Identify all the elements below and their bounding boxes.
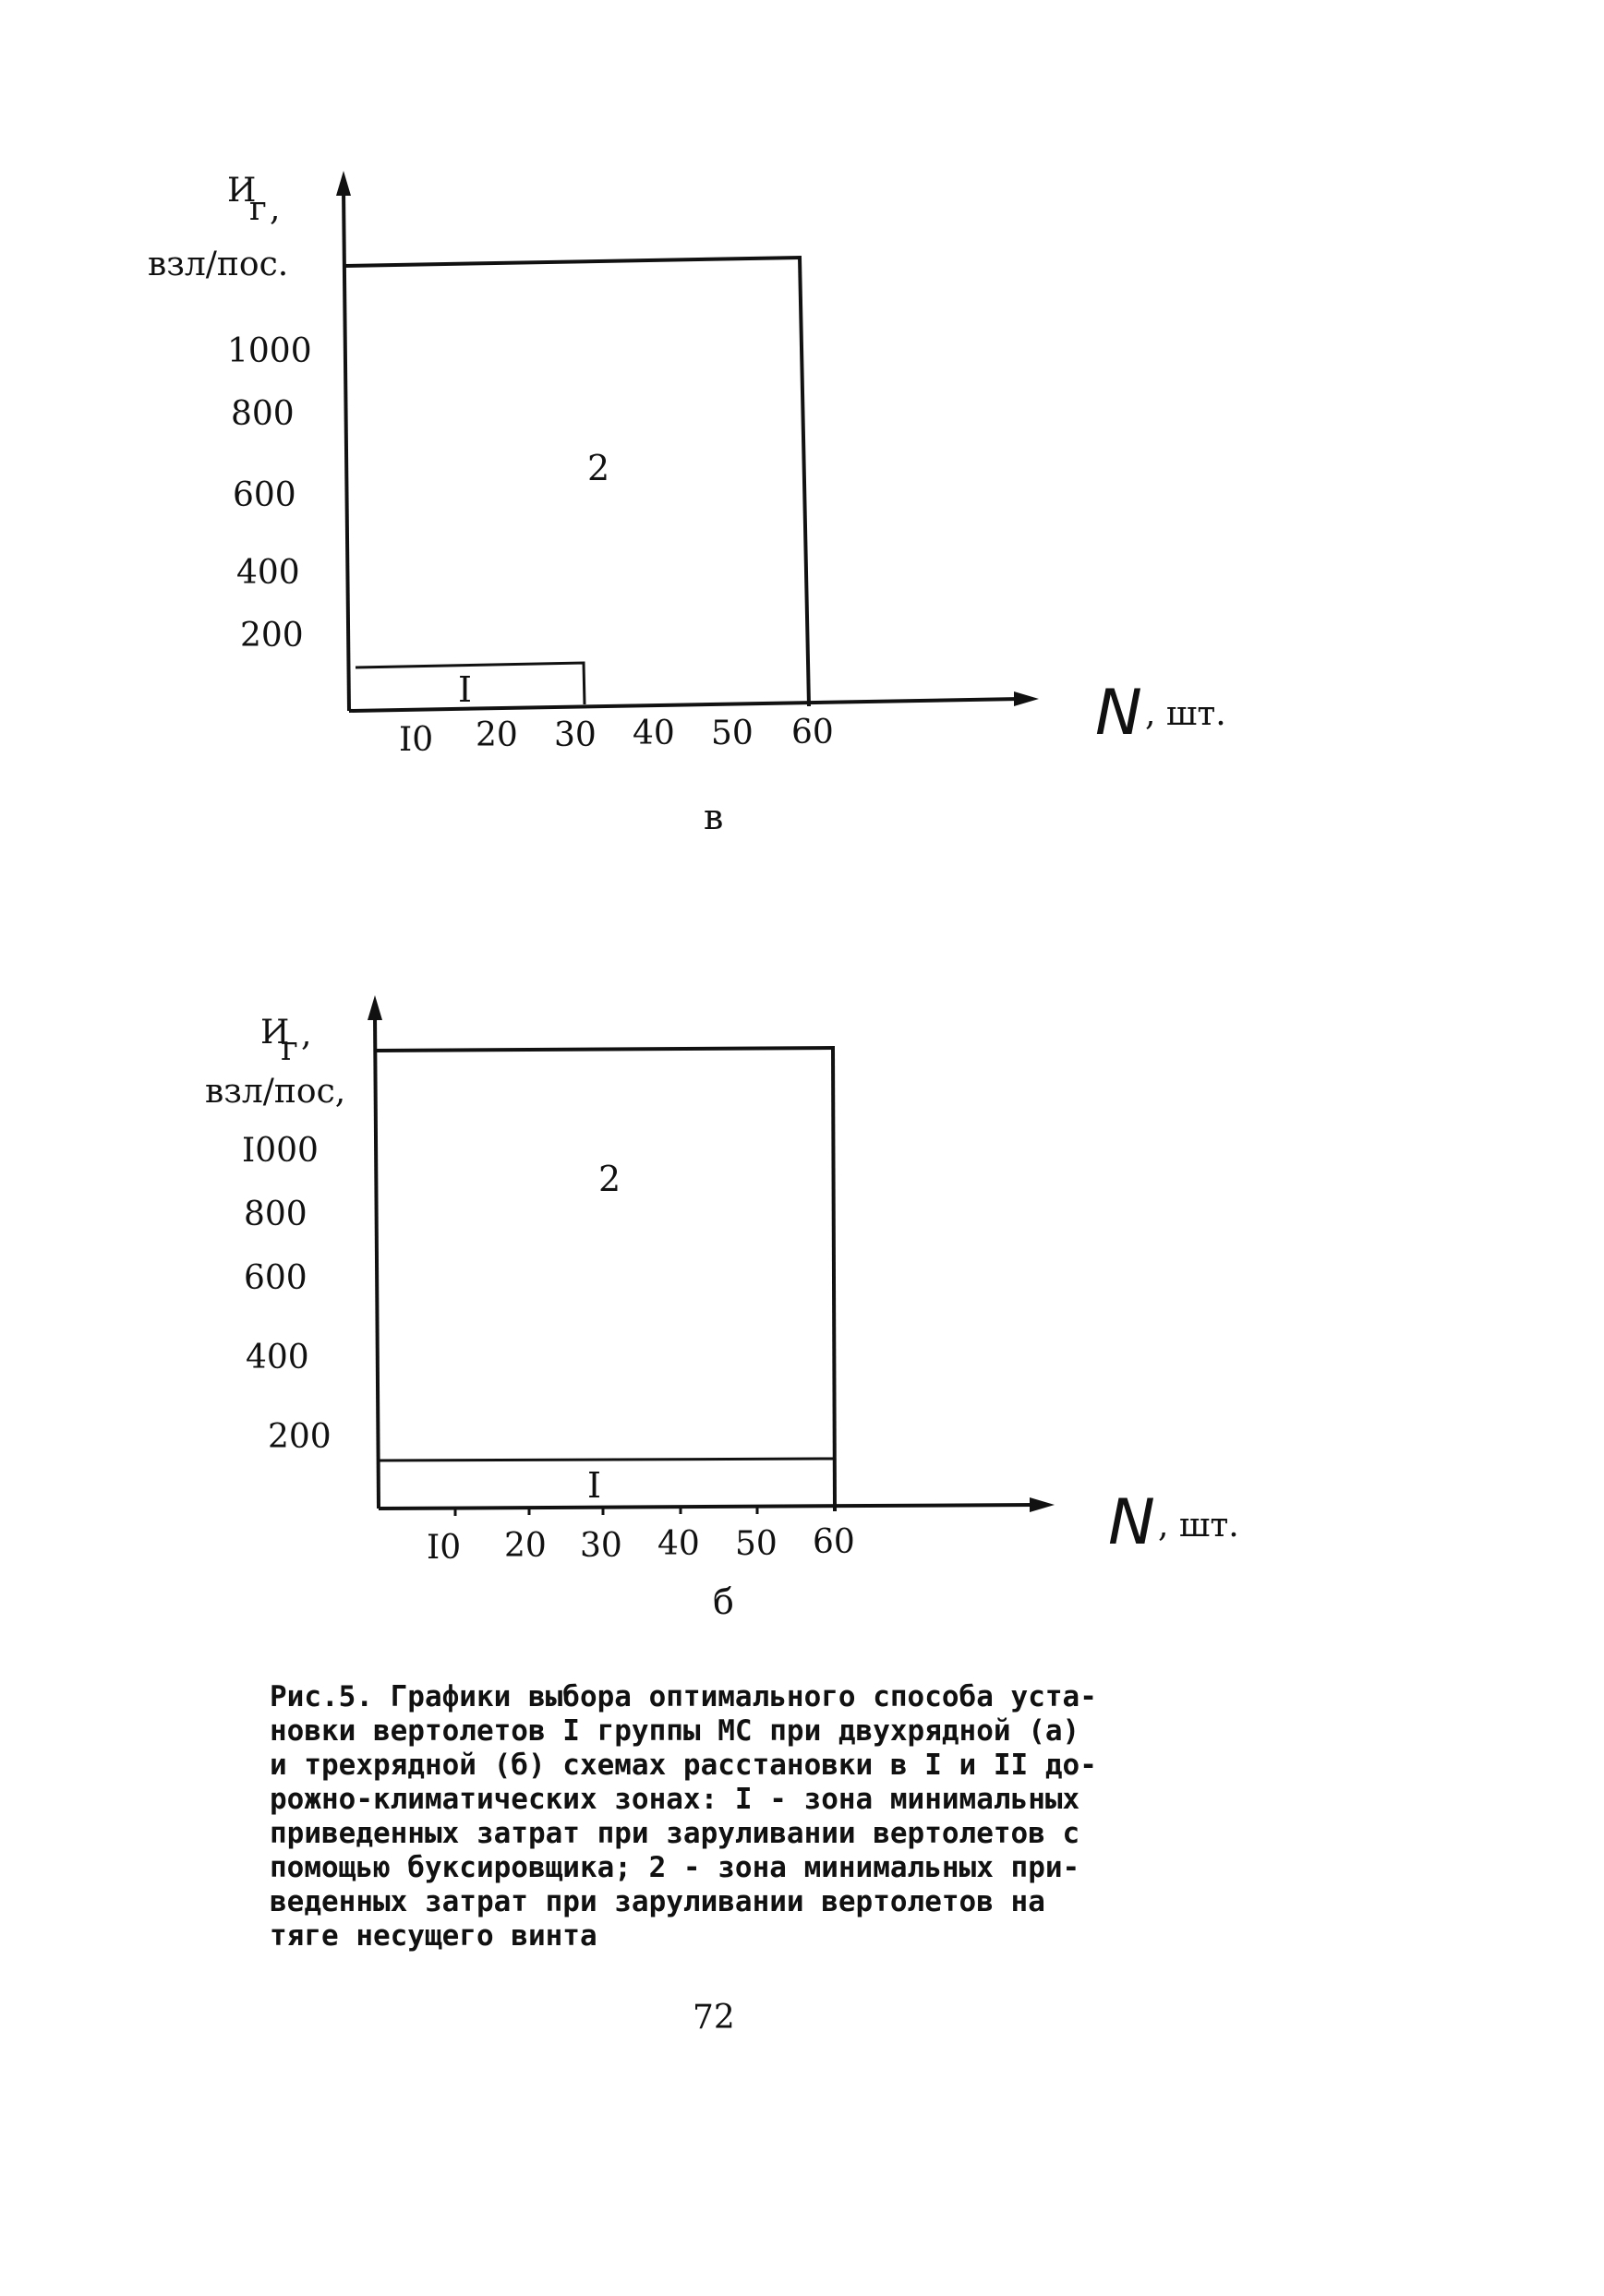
x-axis-units-b: , шт. — [1158, 1507, 1239, 1545]
figure-caption — [270, 1680, 1239, 1953]
x-tick-label-b: I0 — [427, 1529, 462, 1567]
y-axis-subscript-a: г — [249, 190, 267, 228]
x-tick-label-b: 60 — [813, 1523, 855, 1561]
y-axis-arrow-a — [336, 171, 351, 196]
panel-letter-b: б — [713, 1581, 734, 1622]
x-tick-label-b: 30 — [580, 1527, 622, 1565]
y-axis-units-a: взл/пос. — [148, 246, 289, 283]
x-axis-arrow-a — [1014, 691, 1039, 706]
y-tick-label-a: 1000 — [227, 332, 312, 370]
y-tick-label-a: 600 — [233, 476, 296, 514]
y-axis-suffix-b: , — [301, 1016, 312, 1053]
y-tick-label-b: I000 — [242, 1132, 319, 1170]
x-axis-arrow-b — [1030, 1497, 1055, 1512]
y-axis-b — [375, 1014, 379, 1509]
zone-1-label-b: I — [587, 1465, 602, 1506]
zone-2-top-border-b — [376, 1048, 835, 1051]
caption-line: помощью буксировщика; 2 - зона минимальных при- — [270, 1851, 1080, 1884]
caption-line: приведенных затрат при заруливании вертолетов с — [270, 1817, 1080, 1850]
y-tick-label-b: 800 — [244, 1196, 308, 1233]
zone-1-top-border-b — [379, 1459, 834, 1461]
chart-panel-b — [205, 995, 1239, 1622]
zone-2-label-b: 2 — [598, 1159, 621, 1199]
y-tick-label-a: 800 — [231, 395, 295, 433]
y-axis-units-b: взл/пос, — [205, 1073, 346, 1111]
x-tick-label-b: 50 — [735, 1525, 778, 1563]
chart-panel-a — [148, 171, 1226, 837]
y-tick-label-a: 200 — [240, 617, 304, 655]
y-tick-label-b: 600 — [244, 1259, 308, 1297]
x-axis-units-a: , шт. — [1145, 695, 1226, 733]
zone-2-top-border-a — [344, 258, 802, 266]
y-axis-subscript-b: г — [281, 1030, 298, 1068]
x-tick-label-a: 50 — [711, 715, 754, 752]
y-tick-label-b: 400 — [246, 1339, 309, 1376]
zone-2-right-border-b — [833, 1048, 835, 1511]
x-tick-label-b: 20 — [504, 1527, 547, 1565]
caption-line: тяге несущего винта — [270, 1919, 597, 1953]
caption-line: и трехрядной (б) схемах расстановки в I и II до- — [270, 1749, 1097, 1782]
y-axis-symbol-b: И — [260, 1014, 290, 1052]
x-tick-label-a: 40 — [633, 715, 675, 752]
x-tick-label-a: 30 — [554, 716, 597, 754]
caption-line: рожно-климатических зонах: I - зона минимальных — [270, 1783, 1080, 1816]
zone-2-label-a: 2 — [587, 448, 610, 488]
page-number: 72 — [693, 1999, 735, 2037]
x-axis-symbol-a: N — [1095, 677, 1142, 750]
panel-letter-a: в — [704, 797, 724, 837]
x-axis-symbol-b: N — [1108, 1486, 1155, 1559]
zone-2-right-border-a — [800, 258, 809, 706]
x-tick-label-a: 20 — [476, 716, 518, 754]
y-axis-arrow-b — [368, 995, 382, 1020]
x-tick-label-a: 60 — [791, 714, 834, 751]
x-tick-label-b: 40 — [657, 1525, 700, 1563]
y-axis-suffix-a: , — [270, 190, 281, 228]
zone-1-label-a: I — [458, 669, 473, 710]
y-axis-symbol-a: И — [227, 172, 257, 210]
x-axis-a — [349, 699, 1020, 711]
x-axis-b — [379, 1505, 1036, 1509]
caption-line: веденных затрат при заруливании вертолетов на — [270, 1885, 1045, 1918]
caption-line: новки вертолетов I группы МС при двухрядной (а) — [270, 1714, 1080, 1748]
x-tick-label-a: I0 — [399, 721, 434, 759]
caption-line: Рис.5. Графики выбора оптимального способа уста- — [270, 1680, 1097, 1713]
y-tick-label-b: 200 — [268, 1418, 332, 1456]
y-tick-label-a: 400 — [236, 554, 300, 592]
